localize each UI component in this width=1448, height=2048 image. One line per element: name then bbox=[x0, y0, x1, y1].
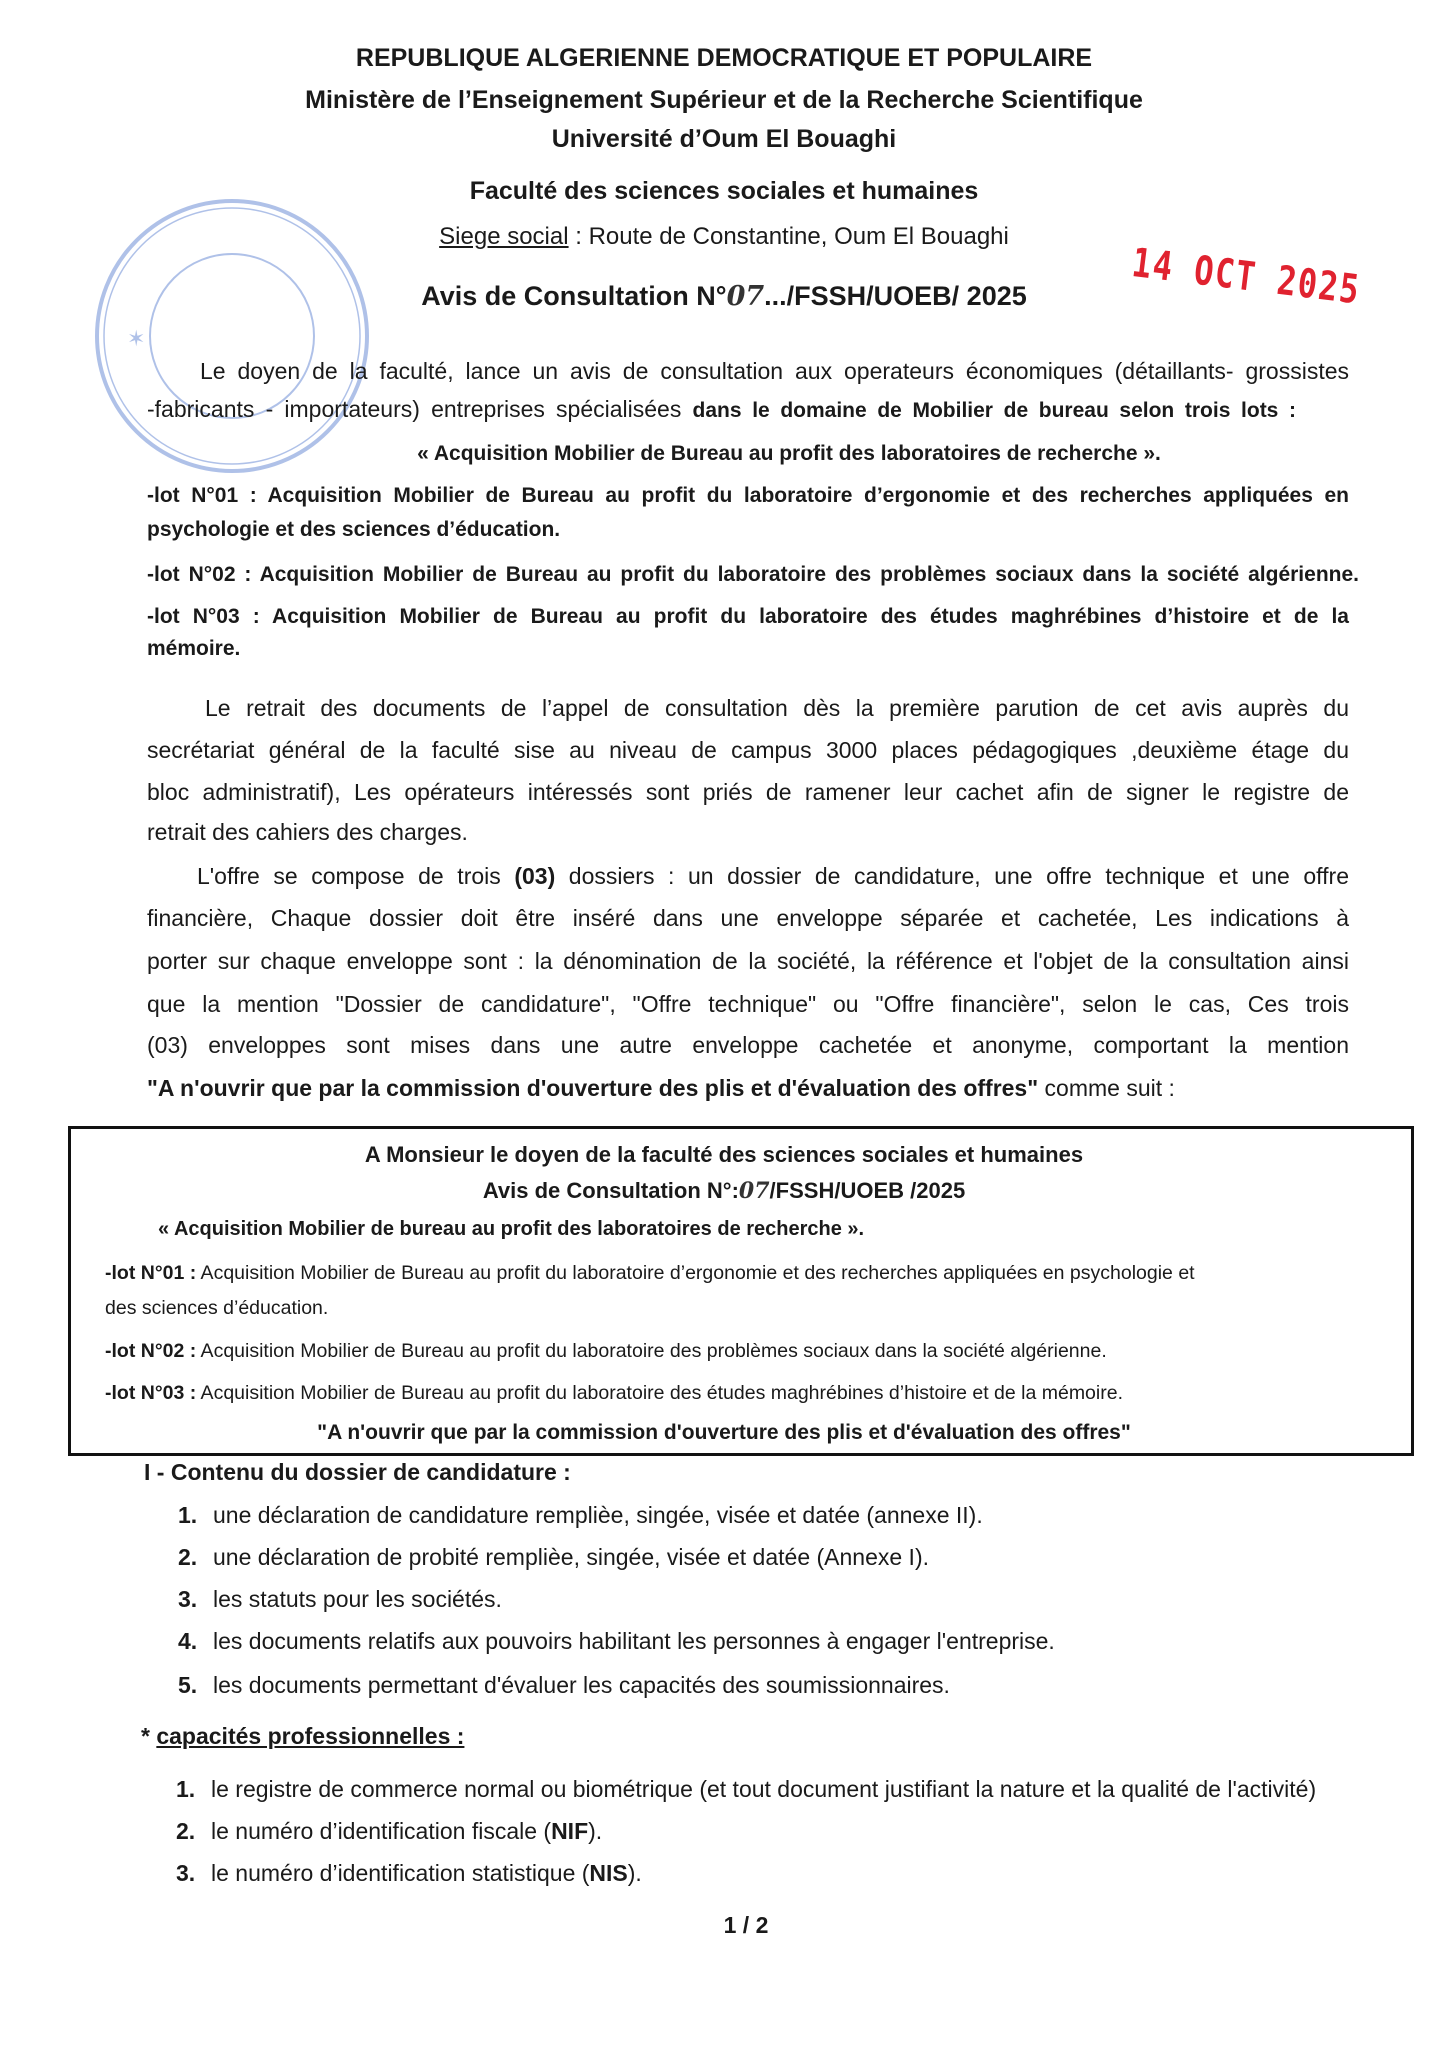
envelope-lot3-label: -lot N°03 : bbox=[105, 1382, 197, 1404]
item-number: 5. bbox=[178, 1672, 198, 1698]
avis-title: Avis de Consultation N°07.../FSSH/UOEB/ 2025 bbox=[421, 281, 1027, 312]
offre-line-6 bbox=[147, 1074, 1175, 1102]
envelope-avis-number: 07 bbox=[738, 1178, 770, 1204]
offre-l1c: dossiers : un dossier de candidature, une offre technique et une offre bbox=[555, 863, 1349, 889]
envelope-lot1-label: -lot N°01 : bbox=[105, 1262, 197, 1284]
section1-item-5 bbox=[178, 1671, 950, 1699]
offre-line-4: que la mention "Dossier de candidature", "Offre technique" ou "Offre financière", selon le cas, Ces trois bbox=[147, 991, 1349, 1017]
envelope-lot1-line-1 bbox=[105, 1259, 1195, 1287]
item-text: les documents permettant d'évaluer les capacités des soumissionnaires. bbox=[213, 1672, 950, 1698]
retrait-line-4: retrait des cahiers des charges. bbox=[147, 819, 468, 845]
avis-number: 07 bbox=[726, 281, 765, 312]
envelope-avis-prefix: Avis de Consultation N°: bbox=[482, 1178, 739, 1203]
item-number: 2. bbox=[176, 1818, 196, 1844]
item-number: 4. bbox=[178, 1628, 198, 1654]
section1-item-3 bbox=[178, 1585, 502, 1613]
lot2-line: -lot N°02 : Acquisition Mobilier de Bureau au profit du laboratoire des problèmes sociaux dans la société algérienne. bbox=[147, 563, 1359, 586]
item-text: une déclaration de candidature remplièe, singée, visée et datée (annexe II). bbox=[213, 1502, 983, 1528]
item-text: les documents relatifs aux pouvoirs habilitant les personnes à engager l'entreprise. bbox=[213, 1628, 1055, 1654]
siege-label: Siege social bbox=[439, 223, 569, 250]
offre-line-2: financière, Chaque dossier doit être inséré dans une enveloppe séparée et cachetée, Les indications à bbox=[147, 905, 1349, 931]
capacites-item-3 bbox=[176, 1859, 642, 1887]
capacites-star: * bbox=[141, 1723, 157, 1749]
date-stamp: 14 OCT 2025 bbox=[1129, 240, 1363, 314]
item-number: 3. bbox=[176, 1860, 196, 1886]
svg-text:✶: ✶ bbox=[127, 326, 146, 351]
section1-title: I - Contenu du dossier de candidature : bbox=[144, 1459, 571, 1485]
retrait-line-2: secrétariat général de la faculté sise au niveau de campus 3000 places pédagogiques ,deuxième étage du bbox=[147, 737, 1349, 763]
capacites-title bbox=[141, 1722, 464, 1750]
retrait-line-3: bloc administratif), Les opérateurs intéressés sont priés de ramener leur cachet afin de signer le registre de bbox=[147, 779, 1349, 805]
university-seal-icon bbox=[92, 196, 372, 476]
intro-object: « Acquisition Mobilier de Bureau au profit des laboratoires de recherche ». bbox=[417, 442, 1161, 465]
faculty-heading: Faculté des sciences sociales et humaines bbox=[469, 177, 979, 205]
item-text: une déclaration de probité remplièe, singée, visée et datée (Annexe I). bbox=[213, 1544, 929, 1570]
item-number: 1. bbox=[176, 1776, 196, 1802]
envelope-avis-suffix: /FSSH/UOEB /2025 bbox=[769, 1178, 966, 1203]
intro-line-2b: dans le domaine de Mobilier de bureau selon trois lots : bbox=[692, 399, 1296, 422]
item-number: 3. bbox=[178, 1586, 198, 1612]
capacites-item-2 bbox=[176, 1817, 602, 1845]
envelope-addressee: A Monsieur le doyen de la faculté des sciences sociales et humaines bbox=[364, 1142, 1084, 1167]
page-number: 1 / 2 bbox=[723, 1912, 769, 1938]
envelope-avis bbox=[0, 1177, 1448, 1205]
avis-prefix: Avis de Consultation N° bbox=[421, 281, 727, 311]
lot1-line-1: -lot N°01 : Acquisition Mobilier de Bureau au profit du laboratoire d’ergonomie et des recherches appliquées en bbox=[147, 484, 1349, 507]
item-number: 2. bbox=[178, 1544, 198, 1570]
envelope-object: « Acquisition Mobilier de bureau au profit des laboratoires de recherche ». bbox=[158, 1218, 865, 1240]
envelope-lot2 bbox=[105, 1337, 1107, 1365]
offre-l6a: "A n'ouvrir que par la commission d'ouverture des plis et d'évaluation des offres" bbox=[147, 1075, 1039, 1101]
item-end: ). bbox=[627, 1860, 642, 1886]
item-text: les statuts pour les sociétés. bbox=[213, 1586, 502, 1612]
offre-l6b: comme suit : bbox=[1038, 1075, 1175, 1101]
envelope-lot1-line-2: des sciences d’éducation. bbox=[105, 1297, 329, 1319]
siege-value: : Route de Constantine, Oum El Bouaghi bbox=[568, 223, 1009, 250]
intro-line-2a: -fabricants - importateurs) entreprises spécialisées bbox=[147, 396, 693, 422]
section1-item-1 bbox=[178, 1501, 983, 1529]
envelope-mention: "A n'ouvrir que par la commission d'ouverture des plis et d'évaluation des offres" bbox=[317, 1421, 1131, 1444]
lot1-line-2: psychologie et des sciences d’éducation. bbox=[147, 518, 561, 541]
offre-line-1 bbox=[197, 862, 1349, 890]
offre-line-5: (03) enveloppes sont mises dans une autre enveloppe cachetée et anonyme, comportant la mention bbox=[147, 1032, 1349, 1058]
envelope-lot3 bbox=[105, 1379, 1123, 1407]
republic-heading: REPUBLIQUE ALGERIENNE DEMOCRATIQUE ET POPULAIRE bbox=[355, 44, 1093, 72]
item-end: ). bbox=[588, 1818, 603, 1844]
section1-item-2 bbox=[178, 1543, 929, 1571]
envelope-lot3-text: Acquisition Mobilier de Bureau au profit du laboratoire des études maghrébines d’histoire et de la mémoire. bbox=[196, 1382, 1123, 1404]
item-text: le numéro d’identification statistique ( bbox=[211, 1860, 590, 1886]
envelope-lot1-text: Acquisition Mobilier de Bureau au profit du laboratoire d’ergonomie et des recherches appliquées en psychologie et bbox=[196, 1262, 1195, 1284]
avis-suffix: /FSSH/UOEB/ 2025 bbox=[786, 281, 1027, 311]
intro-line-2 bbox=[147, 395, 1296, 425]
offre-l1a: L'offre se compose de trois bbox=[197, 863, 515, 889]
lot3-line-1: -lot N°03 : Acquisition Mobilier de Bureau au profit du laboratoire des études maghrébines d’histoire et de la bbox=[147, 605, 1349, 628]
item-text: le registre de commerce normal ou biométrique (et tout document justifiant la nature et la qualité de l'activité) bbox=[211, 1776, 1317, 1802]
capacites-item-1 bbox=[176, 1775, 1316, 1803]
envelope-lot2-text: Acquisition Mobilier de Bureau au profit du laboratoire des problèmes sociaux dans la société algérienne. bbox=[196, 1340, 1107, 1362]
offre-line-3: porter sur chaque enveloppe sont : la dénomination de la société, la référence et l'objet de la consultation ainsi bbox=[147, 948, 1349, 974]
offre-l1b: (03) bbox=[514, 863, 556, 889]
intro-line-1: Le doyen de la faculté, lance un avis de consultation aux operateurs économiques (détaillants- grossistes bbox=[200, 358, 1349, 384]
envelope-lot2-label: -lot N°02 : bbox=[105, 1340, 197, 1362]
capacites-title-text: capacités professionnelles : bbox=[156, 1723, 465, 1749]
item-text: le numéro d’identification fiscale ( bbox=[211, 1818, 552, 1844]
retrait-line-1: Le retrait des documents de l’appel de consultation dès la première parution de cet avis auprès du bbox=[205, 695, 1349, 721]
item-bold: NIF bbox=[551, 1818, 589, 1844]
section1-item-4 bbox=[178, 1627, 1055, 1655]
item-bold: NIS bbox=[589, 1860, 628, 1886]
lot3-line-2: mémoire. bbox=[147, 637, 241, 660]
item-number: 1. bbox=[178, 1502, 198, 1528]
ministry-heading: Ministère de l’Enseignement Supérieur et de la Recherche Scientifique bbox=[305, 86, 1143, 114]
university-heading: Université d’Oum El Bouaghi bbox=[551, 125, 897, 153]
